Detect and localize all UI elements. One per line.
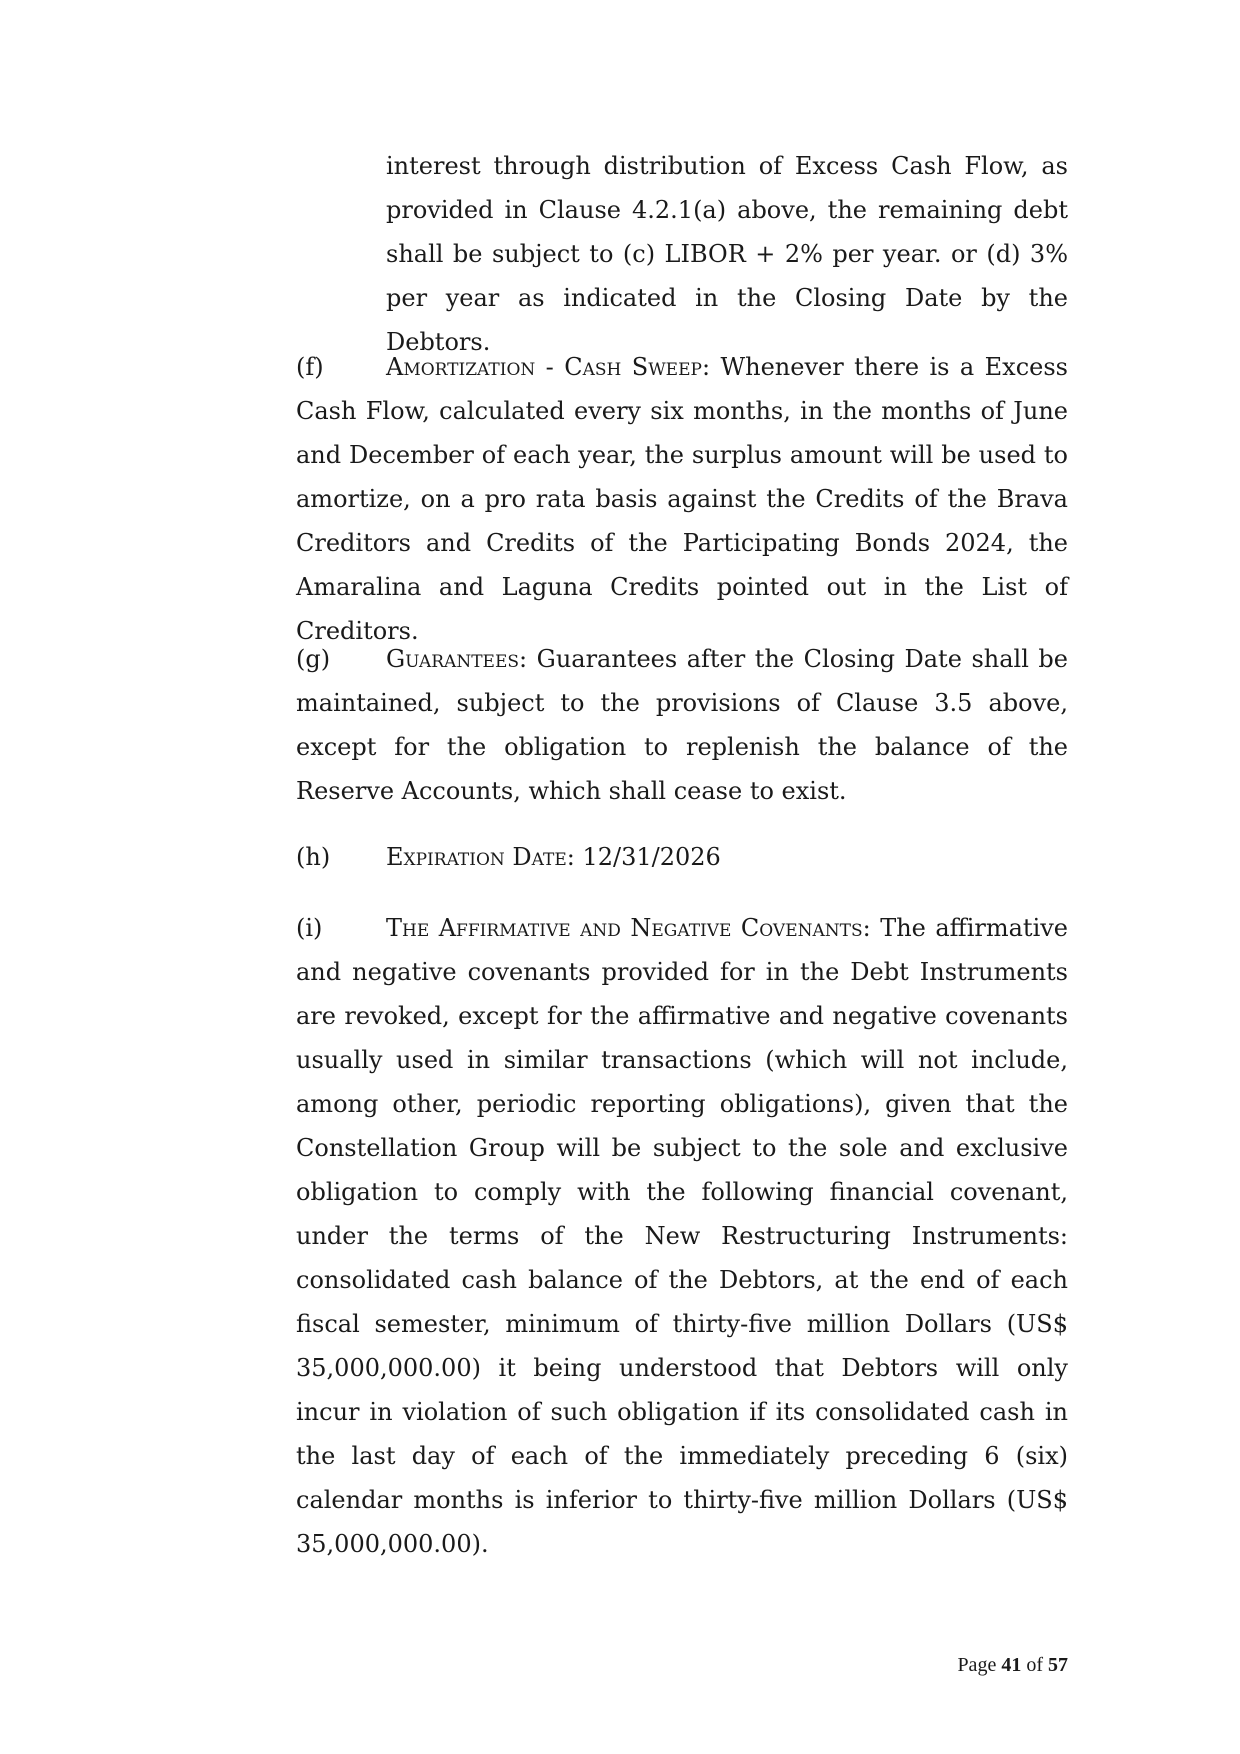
clause-heading: Expiration Date: [386, 843, 567, 871]
clause-item-g: [296, 637, 1068, 813]
of-label: of: [1026, 1654, 1043, 1676]
clause-marker: (f): [296, 353, 324, 381]
clause-heading: The Affirmative and Negative Covenants: [386, 914, 863, 942]
page-label: Page: [957, 1654, 997, 1676]
continuation-text: interest through distribution of Excess Cash Flow, as provided in Clause 4.2.1(a) above, the remaining debt shall be subject to (c) LIBOR + 2% per year. or (d) 3% per year as indicated in the Closing Date by the Debtors.: [386, 152, 1068, 356]
clause-text: : Guarantees after the Closing Date shall be maintained, subject to the provisions of Clause 3.5 above, except for the obligation to replenish the balance of the Reserve Accounts, which shall cease to exist.: [296, 645, 1068, 805]
clause-text: : The affirmative and negative covenants provided for in the Debt Instruments are revoked, except for the affirmative and negative covenants usually used in similar transactions (which will not include, among other, periodic reporting obligations), given that the Constellation Group will be subject to the sole and exclusive obligation to comply with the following financial covenant, under the terms of the New Restructuring Instruments: consolidated cash balance of the Debtors, at the end of each fiscal semester, minimum of thirty-five million Dollars (US$ 35,000,000.00) it being understood that Debtors will only incur in violation of such obligation if its consolidated cash in the last day of each of the immediately preceding 6 (six) calendar months is inferior to thirty-five million Dollars (US$ 35,000,000.00).: [296, 914, 1069, 1558]
clause-item-i: [296, 906, 1068, 1566]
clause-text: : Whenever there is a Excess Cash Flow, calculated every six months, in the months of June and December of each year, the surplus amount will be used to amortize, on a pro rata basis against the Credits of the Brava Creditors and Credits of the Participating Bonds 2024, the Amaralina and Laguna Credits pointed out in the List of Creditors.: [296, 353, 1068, 645]
continuation-paragraph: [386, 144, 1068, 364]
clause-marker: (h): [296, 843, 331, 871]
clause-item-h: [296, 835, 1068, 879]
clause-heading: Guarantees: [386, 645, 520, 673]
clause-item-f: [296, 345, 1068, 653]
clause-marker: (i): [296, 914, 323, 942]
page-number: 41: [1001, 1654, 1022, 1676]
clause-text: : 12/31/2026: [566, 843, 721, 871]
clause-marker: (g): [296, 645, 331, 673]
page-total: 57: [1048, 1654, 1068, 1676]
clause-heading: Amortization - Cash Sweep: [386, 353, 702, 381]
page-footer: [957, 1654, 1068, 1677]
